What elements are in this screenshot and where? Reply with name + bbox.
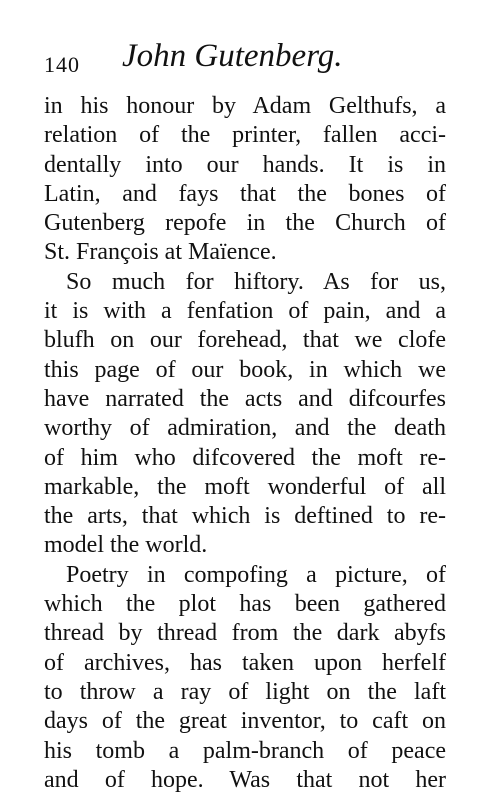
text-line: to throw a ray of light on the laft [44, 678, 446, 705]
text-line: this page of our book, in which we [44, 356, 446, 383]
text-line: worthy of admiration, and the death [44, 415, 446, 442]
text-line: of him who difcovered the moft re- [44, 444, 446, 471]
text-line: the arts, that which is deftined to re- [44, 503, 446, 530]
text-line: his tomb a palm-branch of peace [44, 737, 446, 764]
text-line: So much for hiftory. As for us, [66, 268, 446, 295]
text-line: Poetry in compofing a picture, of [66, 561, 446, 588]
body-text [44, 92, 446, 795]
text-line: markable, the moft wonderful of all [44, 473, 446, 500]
text-line: in his honour by Adam Gelthufs, a [44, 93, 446, 119]
text-line: St. François at Maïence. [44, 239, 277, 266]
text-line: thread by thread from the dark abyfs [44, 620, 446, 647]
text-line: Latin, and fays that the bones of [44, 180, 446, 207]
text-line: of archives, has taken upon herfelf [44, 649, 446, 676]
text-line: it is with a fenfation of pain, and a [44, 298, 446, 325]
text-line: model the world. [44, 532, 208, 559]
text-line: days of the great inventor, to caft on [44, 708, 446, 735]
running-title: John Gutenberg. [122, 38, 343, 74]
text-line: have narrated the acts and difcourfes [44, 385, 446, 412]
text-line: dentally into our hands. It is in [44, 151, 446, 178]
text-line: blufh on our forehead, that we clofe [44, 327, 446, 354]
text-line: relation of the printer, fallen acci- [44, 122, 446, 149]
text-line: which the plot has been gathered [44, 591, 446, 618]
text-line: and of hope. Was that not her [44, 766, 446, 793]
text-line: Gutenberg repofe in the Church of [44, 210, 446, 237]
book-page [44, 38, 446, 795]
page-number: 140 [44, 52, 80, 77]
page-header [44, 38, 446, 92]
